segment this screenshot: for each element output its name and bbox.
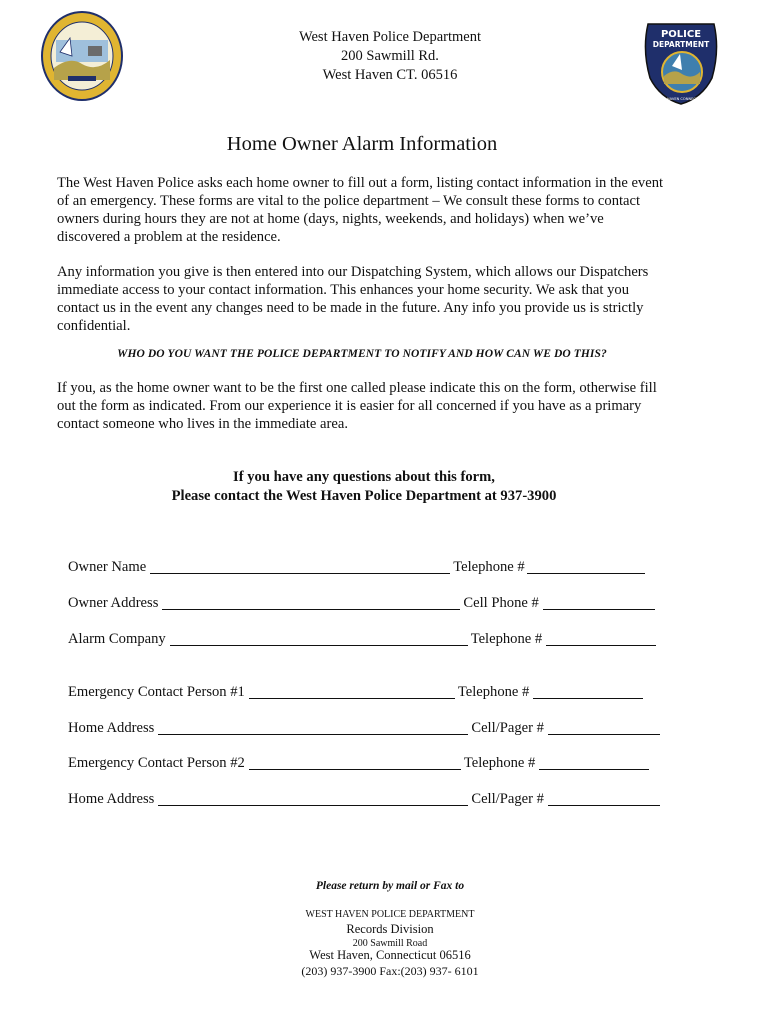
department-city: West Haven CT. 06516 bbox=[322, 67, 458, 83]
contact-note-line2: Please contact the West Haven Police Department at 937-3900 bbox=[171, 488, 557, 504]
home-address-2-label: Home Address bbox=[68, 791, 155, 807]
footer-road: 200 Sawmill Road bbox=[352, 938, 428, 949]
header-address bbox=[240, 28, 540, 85]
emergency-1-field[interactable] bbox=[249, 684, 455, 699]
emergency-1-label: Emergency Contact Person #1 bbox=[68, 684, 245, 700]
telephone-2-field[interactable] bbox=[546, 631, 656, 646]
page-title: Home Owner Alarm Information bbox=[226, 133, 498, 155]
telephone-4-label: Telephone # bbox=[463, 755, 536, 771]
cell-pager-2-label: Cell/Pager # bbox=[471, 791, 544, 807]
telephone-3-field[interactable] bbox=[533, 684, 643, 699]
dispatch-paragraph: Any information you give is then entered into our Dispatching System, which allows our Dispatchers immediate access to your contact information. This enhances your home security. We ask that you contact us in the event any changes need to be made in the future. Any info you provide us is strictly confidential. bbox=[57, 264, 649, 334]
owner-address-row bbox=[68, 592, 658, 612]
home-address-1-field[interactable] bbox=[158, 720, 468, 735]
alarm-company-row bbox=[68, 628, 659, 648]
telephone-1-field[interactable] bbox=[527, 559, 645, 574]
patch-top-text: POLICE bbox=[660, 29, 702, 40]
police-patch-icon bbox=[642, 20, 720, 106]
notify-question: WHO DO YOU WANT THE POLICE DEPARTMENT TO NOTIFY AND HOW CAN WE DO THIS? bbox=[117, 348, 607, 360]
owner-name-field[interactable] bbox=[150, 559, 450, 574]
telephone-4-field[interactable] bbox=[539, 755, 649, 770]
cell-phone-label: Cell Phone # bbox=[463, 595, 539, 611]
alarm-company-field[interactable] bbox=[170, 631, 468, 646]
telephone-3-label: Telephone # bbox=[457, 684, 530, 700]
department-street: 200 Sawmill Rd. bbox=[341, 48, 439, 64]
telephone-1-label: Telephone # bbox=[453, 559, 525, 575]
department-name: West Haven Police Department bbox=[298, 29, 482, 45]
home-address-1-row bbox=[68, 717, 663, 737]
owner-name-row bbox=[68, 556, 648, 576]
home-address-2-row bbox=[68, 788, 663, 808]
owner-name-label: Owner Name bbox=[68, 559, 147, 575]
cell-phone-field[interactable] bbox=[543, 595, 655, 610]
home-address-2-field[interactable] bbox=[158, 791, 468, 806]
cell-pager-2-field[interactable] bbox=[548, 791, 660, 806]
emergency-2-label: Emergency Contact Person #2 bbox=[68, 755, 245, 771]
intro-paragraph: The West Haven Police asks each home owner to fill out a form, listing contact information in the event of an emergency. These forms are vital to the police department – We consult these forms to contact owners during hours they are not at home (days, nights, weekends, and holidays) when we’ve discovered a problem at the residence. bbox=[57, 175, 664, 245]
footer-department: WEST HAVEN POLICE DEPARTMENT bbox=[305, 909, 475, 920]
emergency-2-field[interactable] bbox=[249, 755, 461, 770]
footer-city: West Haven, Connecticut 06516 bbox=[309, 948, 471, 962]
return-instructions: Please return by mail or Fax to bbox=[315, 880, 465, 892]
cell-pager-1-field[interactable] bbox=[548, 720, 660, 735]
contact-note bbox=[0, 468, 728, 506]
footer-records-division: Records Division bbox=[346, 922, 434, 936]
owner-address-field[interactable] bbox=[162, 595, 460, 610]
telephone-2-label: Telephone # bbox=[470, 631, 543, 647]
city-seal-icon bbox=[40, 10, 124, 102]
emergency-1-row bbox=[68, 681, 646, 701]
contact-note-line1: If you have any questions about this form, bbox=[233, 469, 495, 485]
owner-address-label: Owner Address bbox=[68, 595, 159, 611]
footer-phone-fax: (203) 937-3900 Fax:(203) 937- 6101 bbox=[301, 964, 479, 978]
home-address-1-label: Home Address bbox=[68, 720, 155, 736]
alarm-company-label: Alarm Company bbox=[68, 631, 166, 647]
cell-pager-1-label: Cell/Pager # bbox=[471, 720, 544, 736]
patch-bottom-text: WEST HAVEN CONNECTICUT bbox=[655, 97, 707, 101]
emergency-2-row bbox=[68, 752, 652, 772]
primary-contact-paragraph: If you, as the home owner want to be the first one called please indicate this on the form, otherwise fill out the form as indicated. From our experience it is easier for all concerned if you have as a primary contact someone who lives in the immediate area. bbox=[57, 380, 657, 432]
patch-mid-text: DEPARTMENT bbox=[652, 40, 710, 49]
